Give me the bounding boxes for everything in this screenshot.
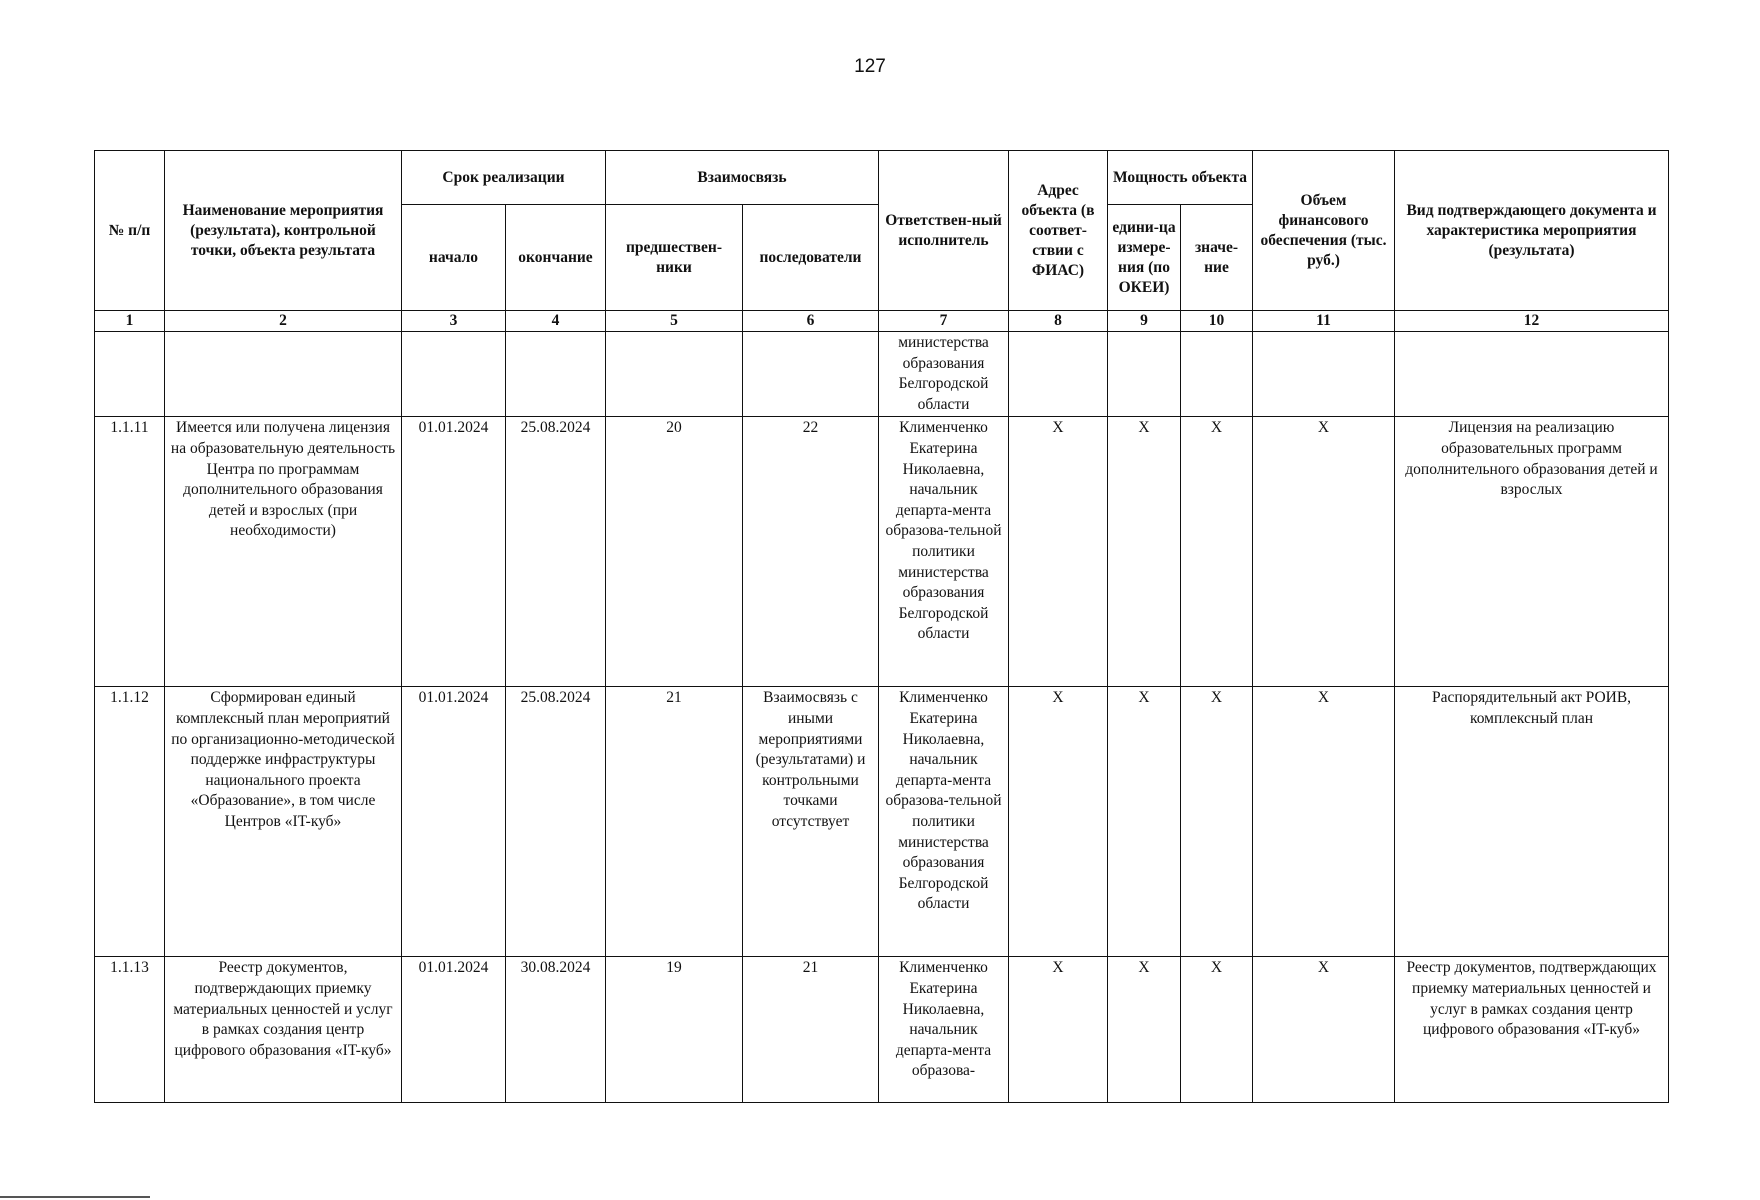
header-name: Наименование мероприятия (результата), контрольной точки, объекта результата [165,151,402,311]
cell-value: X [1181,417,1253,687]
cell-responsible: Клименченко Екатерина Николаевна, начальник департа-мента образова-тельной политики министерства образования Белгородской области [879,417,1009,687]
cell-finance: X [1253,417,1395,687]
cell-num: 1.1.11 [95,417,165,687]
column-number: 7 [879,311,1009,332]
cell-predecessors: 21 [606,687,743,957]
page-number: 127 [854,56,886,77]
cell-address: X [1009,687,1108,957]
column-number: 10 [1181,311,1253,332]
cell-num: 1.1.13 [95,957,165,1103]
header-value: значе-ние [1181,205,1253,311]
column-number: 9 [1108,311,1181,332]
table-row [95,332,1669,417]
cell-end: 25.08.2024 [506,687,606,957]
cell-num: 1.1.12 [95,687,165,957]
column-number: 5 [606,311,743,332]
scan-edge-mark [0,1196,150,1198]
cell-responsible: Клименченко Екатерина Николаевна, начальник департа-мента образова- [879,957,1009,1103]
header-successors: последователи [743,205,879,311]
column-number: 3 [402,311,506,332]
cell-start [402,332,506,417]
cell-unit: X [1108,417,1181,687]
cell-finance [1253,332,1395,417]
implementation-plan-table [94,150,1669,1103]
cell-num [95,332,165,417]
column-number: 2 [165,311,402,332]
cell-predecessors: 19 [606,957,743,1103]
cell-responsible: Клименченко Екатерина Николаевна, начальник департа-мента образова-тельной политики министерства образования Белгородской области [879,687,1009,957]
cell-successors: 21 [743,957,879,1103]
cell-document: Лицензия на реализацию образовательных программ дополнительного образования детей и взрослых [1395,417,1669,687]
header-relation: Взаимосвязь [606,151,879,205]
cell-predecessors [606,332,743,417]
cell-name: Сформирован единый комплексный план мероприятий по организационно-методической поддержке инфраструктуры национального проекта «Образование», в том числе Центров «IT-куб» [165,687,402,957]
header-document: Вид подтверждающего документа и характеристика мероприятия (результата) [1395,151,1669,311]
header-term: Срок реализации [402,151,606,205]
cell-successors: 22 [743,417,879,687]
cell-value [1181,332,1253,417]
cell-finance: X [1253,957,1395,1103]
cell-address: X [1009,417,1108,687]
table-row [95,417,1669,687]
header-unit: едини-ца измере-ния (по ОКЕИ) [1108,205,1181,311]
column-number: 8 [1009,311,1108,332]
header-end: окончание [506,205,606,311]
cell-successors [743,332,879,417]
cell-address: X [1009,957,1108,1103]
cell-start: 01.01.2024 [402,687,506,957]
cell-end [506,332,606,417]
cell-unit [1108,332,1181,417]
table-row [95,687,1669,957]
header-finance: Объем финансового обеспечения (тыс. руб.) [1253,151,1395,311]
cell-document: Реестр документов, подтверждающих приемку материальных ценностей и услуг в рамках создания центр цифрового образования «IT-куб» [1395,957,1669,1103]
cell-start: 01.01.2024 [402,417,506,687]
header-responsible: Ответствен-ный исполнитель [879,151,1009,311]
cell-name: Имеется или получена лицензия на образовательную деятельность Центра по программам дополнительного образования детей и взрослых (при необходимости) [165,417,402,687]
cell-predecessors: 20 [606,417,743,687]
cell-value: X [1181,687,1253,957]
cell-start: 01.01.2024 [402,957,506,1103]
header-predecessors: предшествен-ники [606,205,743,311]
column-number: 1 [95,311,165,332]
column-number: 6 [743,311,879,332]
cell-end: 25.08.2024 [506,417,606,687]
cell-name [165,332,402,417]
cell-document [1395,332,1669,417]
cell-name: Реестр документов, подтверждающих приемку материальных ценностей и услуг в рамках создания центр цифрового образования «IT-куб» [165,957,402,1103]
cell-document: Распорядительный акт РОИВ, комплексный план [1395,687,1669,957]
table-row [95,957,1669,1103]
cell-responsible: министерства образования Белгородской области [879,332,1009,417]
cell-address [1009,332,1108,417]
header-num: № п/п [95,151,165,311]
cell-unit: X [1108,687,1181,957]
column-number: 11 [1253,311,1395,332]
cell-value: X [1181,957,1253,1103]
header-address: Адрес объекта (в соответ-ствии с ФИАС) [1009,151,1108,311]
header-capacity: Мощность объекта [1108,151,1253,205]
header-start: начало [402,205,506,311]
cell-successors: Взаимосвязь с иными мероприятиями (результатами) и контрольными точками отсутствует [743,687,879,957]
cell-unit: X [1108,957,1181,1103]
cell-finance: X [1253,687,1395,957]
column-number: 12 [1395,311,1669,332]
cell-end: 30.08.2024 [506,957,606,1103]
column-number: 4 [506,311,606,332]
